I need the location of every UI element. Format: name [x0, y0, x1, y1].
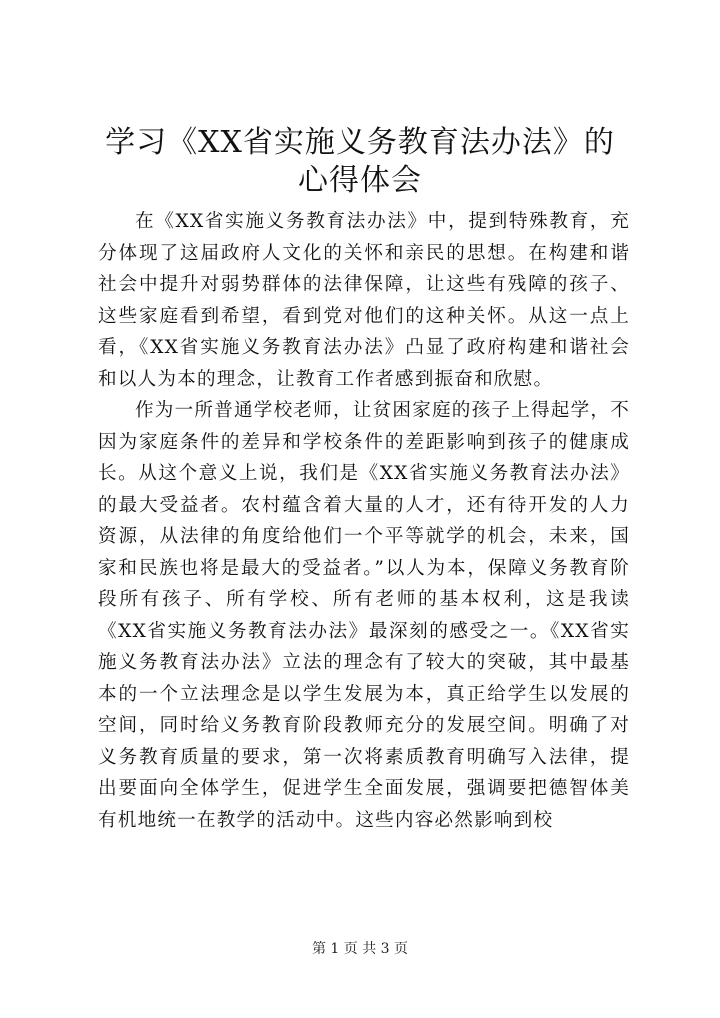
document-title: 学习《XX省实施义务教育法办法》的心得体会 — [105, 125, 615, 198]
body-paragraph-2: 作为一所普通学校老师，让贫困家庭的孩子上得起学，不因为家庭条件的差异和学校条件的差距影响到孩子的健康成长。从这个意义上说，我们是《XX省实施义务教育法办法》的最大受益者。农村蕴含着大量的人才，还有待开发的人力资源，从法律的角度给他们一个平等就学的机会，未来，国家和民族也将是最大的受益者。”以人为本，保障义务教育阶段所有孩子、所有学校、所有老师的基本权利，这是我读《XX省实施义务教育法办法》最深刻的感受之一。《XX省实施义务教育法办法》立法的理念有了较大的突破，其中最基本的一个立法理念是以学生发展为本，真正给学生以发展的空间，同时给义务教育阶段教师充分的发展空间。明确了对义务教育质量的要求，第一次将素质教育明确写入法律，提出要面向全体学生，促进学生全面发展，强调要把德智体美有机地统一在教学的活动中。这些内容必然影响到校 — [98, 400, 630, 831]
body-paragraph-1: 在《XX省实施义务教育法办法》中，提到特殊教育，充分体现了这届政府人文化的关怀和亲民的思想。在构建和谐社会中提升对弱势群体的法律保障，让这些有残障的孩子、这些家庭看到希望，看到党对他们的这种关怀。从这一点上看，《XX省实施义务教育法办法》凸显了政府构建和谐社会和以人为本的理念，让教育工作者感到振奋和欣慰。 — [98, 211, 630, 390]
document-body — [98, 206, 630, 836]
page-number-footer: 第 1 页 共 3 页 — [311, 941, 409, 957]
